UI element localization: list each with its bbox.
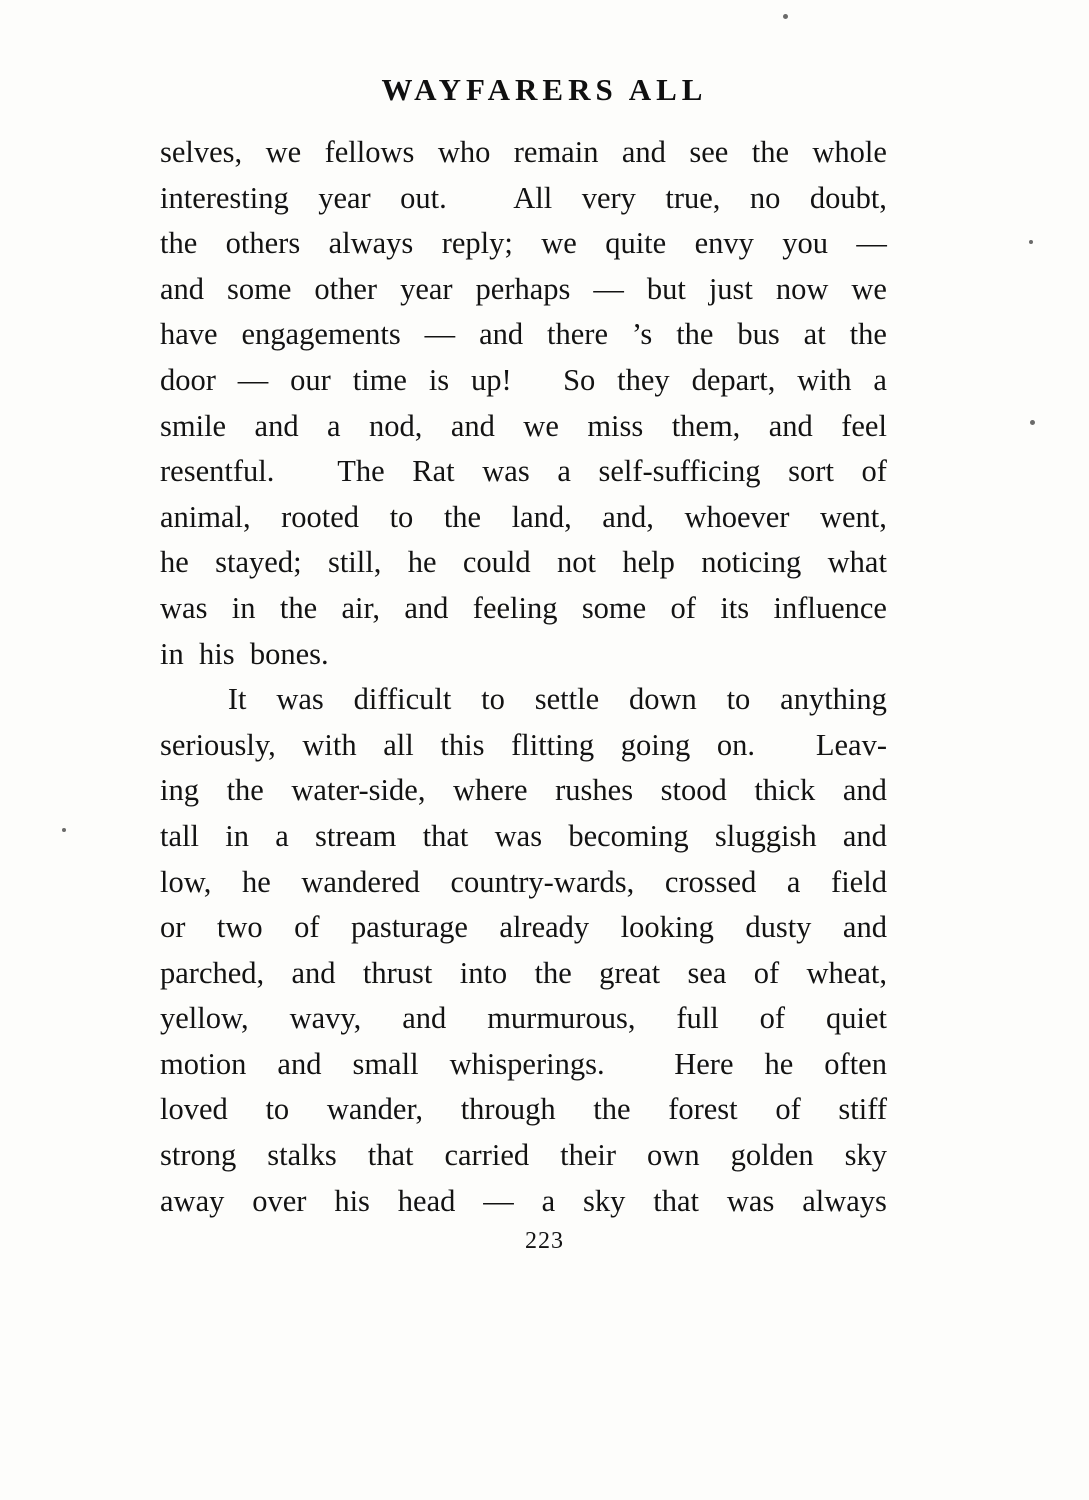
word: head <box>397 1183 456 1218</box>
word: pasturage <box>351 910 468 945</box>
word: influence <box>773 590 887 625</box>
word: of <box>861 454 887 489</box>
word: on. <box>716 727 755 762</box>
word: water-side, <box>291 773 426 808</box>
word: noticing <box>701 545 802 580</box>
word: a <box>786 864 801 899</box>
word: stalks <box>267 1138 337 1173</box>
word: flitting <box>511 727 595 762</box>
word: went, <box>819 499 887 534</box>
word: — <box>424 317 456 352</box>
word: we <box>523 408 559 443</box>
word: wander, <box>326 1092 424 1127</box>
word: field <box>831 864 887 899</box>
word: strong <box>160 1138 237 1173</box>
text-line <box>160 677 887 723</box>
word <box>476 176 484 222</box>
word: but <box>646 271 686 306</box>
word: that <box>367 1138 414 1173</box>
word: their <box>560 1138 617 1173</box>
paragraph-indent <box>160 677 198 723</box>
word: in <box>225 818 249 853</box>
word: we <box>265 135 302 169</box>
word: smile <box>160 408 227 443</box>
word: always <box>802 1183 887 1218</box>
text-line <box>160 312 887 358</box>
word: depart, <box>691 362 776 397</box>
word: engagements <box>241 317 401 352</box>
word: was <box>482 454 530 489</box>
text-line <box>160 495 887 541</box>
word: a <box>275 818 289 853</box>
word: them, <box>671 408 741 443</box>
word: — <box>237 362 269 397</box>
text-line <box>160 1042 887 1088</box>
word: It <box>227 682 247 717</box>
word: a <box>873 362 887 397</box>
word: of <box>759 1001 786 1036</box>
word: — <box>593 271 624 306</box>
word: and <box>621 135 666 169</box>
word: great <box>599 955 661 990</box>
text-line <box>160 358 887 404</box>
word: this <box>440 727 485 762</box>
word: not <box>557 545 597 580</box>
word: to <box>265 1092 290 1127</box>
word: of <box>753 955 780 990</box>
word: where <box>453 773 528 808</box>
word: very <box>581 180 636 215</box>
word: sort <box>788 454 834 489</box>
text-line <box>160 130 887 176</box>
word: and <box>404 590 449 625</box>
word: — <box>856 226 887 261</box>
text-line <box>160 723 887 769</box>
word: feel <box>841 408 887 443</box>
text-line <box>160 404 887 450</box>
word: selves, <box>160 135 243 169</box>
word: of <box>775 1092 801 1127</box>
word: murmurous, <box>487 1001 636 1036</box>
word: two <box>216 910 263 945</box>
word: thrust <box>362 955 433 990</box>
running-head: WAYFARERS ALL <box>381 72 708 107</box>
word: they <box>617 362 670 397</box>
word <box>636 1042 644 1088</box>
word: over <box>252 1183 307 1218</box>
text-line <box>160 267 887 313</box>
word: and <box>291 955 336 990</box>
word: looking <box>620 910 714 945</box>
word: he <box>241 864 271 899</box>
word: and <box>842 910 887 945</box>
word: forest <box>668 1092 738 1127</box>
word: ’s <box>631 317 653 352</box>
word: was <box>160 590 208 625</box>
word: of <box>294 910 320 945</box>
word: with <box>797 362 852 397</box>
text-line <box>160 951 887 997</box>
word: So <box>563 362 596 397</box>
word: up! <box>471 362 512 397</box>
word: loved <box>160 1092 228 1127</box>
word: with <box>302 727 357 762</box>
word: down <box>628 682 697 717</box>
body-text <box>160 130 887 1224</box>
word: could <box>462 545 531 580</box>
word: to <box>389 499 414 534</box>
word: others <box>225 226 301 261</box>
word: the <box>676 317 714 352</box>
word: the <box>849 317 887 352</box>
word: some <box>227 271 292 306</box>
word: perhaps <box>475 271 571 306</box>
word: help <box>622 545 675 580</box>
word: time <box>352 362 407 397</box>
word: often <box>824 1046 887 1081</box>
word: we <box>851 271 887 306</box>
word: a <box>327 408 341 443</box>
word: he <box>160 545 189 580</box>
word: low, <box>160 864 212 899</box>
word: whole <box>812 135 887 169</box>
text-line <box>160 449 887 495</box>
word: was <box>276 682 324 717</box>
word: the <box>160 226 198 261</box>
word: year <box>400 271 453 306</box>
word: and <box>402 1001 447 1036</box>
word: to <box>726 682 751 717</box>
word: reply; <box>441 226 513 261</box>
word: always <box>328 226 414 261</box>
word: now <box>775 271 829 306</box>
word: the <box>534 955 572 990</box>
word: tall <box>160 818 199 853</box>
word: country-wards, <box>450 864 635 899</box>
text-line <box>160 1133 887 1179</box>
word: All <box>513 180 553 215</box>
word: at <box>803 317 826 352</box>
word: have <box>160 317 218 352</box>
word: sky <box>844 1138 887 1173</box>
scan-speck <box>1030 420 1035 425</box>
word: ing <box>160 773 199 808</box>
word: stayed; <box>215 545 302 580</box>
word: the <box>751 135 789 169</box>
word: what <box>827 545 887 580</box>
word: sluggish <box>714 818 817 853</box>
word: the <box>226 773 264 808</box>
word: through <box>460 1092 556 1127</box>
word: a <box>541 1183 556 1218</box>
word: you <box>782 226 829 261</box>
word: rushes <box>555 773 634 808</box>
word: The <box>337 454 385 489</box>
word: our <box>290 362 331 397</box>
word: crossed <box>664 864 757 899</box>
word: the <box>443 499 482 534</box>
word: fellows <box>324 135 415 169</box>
scan-speck <box>783 14 788 19</box>
word: quite <box>605 226 667 261</box>
word: whisperings. <box>449 1046 605 1081</box>
word: see <box>689 135 729 169</box>
word: already <box>499 910 590 945</box>
word: that <box>653 1183 700 1218</box>
word: sky <box>583 1183 626 1218</box>
word: there <box>547 317 608 352</box>
word: carried <box>444 1138 530 1173</box>
word: quiet <box>826 1001 887 1036</box>
word: interesting <box>160 180 289 215</box>
word: and <box>842 773 887 808</box>
word: door <box>160 362 216 397</box>
word: self-sufficing <box>598 454 761 489</box>
word: true, <box>665 180 721 215</box>
text-line <box>160 996 887 1042</box>
word: and <box>160 271 205 306</box>
word: animal, <box>160 499 251 534</box>
word: and <box>277 1046 322 1081</box>
word: no <box>749 180 781 215</box>
word: some <box>581 590 647 625</box>
word: motion <box>160 1046 247 1081</box>
word: becoming <box>568 818 689 853</box>
word: land, <box>511 499 572 534</box>
word: his <box>334 1183 370 1218</box>
word: Leav- <box>815 727 887 762</box>
word <box>782 723 790 769</box>
scan-speck <box>62 828 66 832</box>
word: seriously, <box>160 727 276 762</box>
word: Here <box>674 1046 734 1081</box>
word: still, <box>327 545 382 580</box>
word: year <box>318 180 371 215</box>
word: in his bones. <box>160 636 329 671</box>
word: was <box>494 818 543 853</box>
word: Rat <box>412 454 455 489</box>
text-line <box>160 768 887 814</box>
word: all <box>383 727 414 762</box>
text-line <box>160 814 887 860</box>
word: a <box>557 454 571 489</box>
word: miss <box>587 408 644 443</box>
word: into <box>459 955 508 990</box>
word: golden <box>730 1138 814 1173</box>
word: thick <box>754 773 816 808</box>
word: other <box>314 271 378 306</box>
word: he <box>407 545 437 580</box>
word: in <box>231 590 256 625</box>
word: the <box>279 590 318 625</box>
word: rooted <box>281 499 360 534</box>
word: resentful. <box>160 454 275 489</box>
text-line <box>160 586 887 632</box>
word: and, <box>602 499 654 534</box>
word: — <box>483 1183 514 1218</box>
word: to <box>481 682 505 717</box>
word: whoever <box>684 499 790 534</box>
word: we <box>541 226 577 261</box>
text-line <box>160 540 887 586</box>
word <box>534 358 542 404</box>
text-line <box>160 221 887 267</box>
text-line <box>160 1087 887 1133</box>
scan-speck <box>1029 240 1033 244</box>
text-line <box>160 1179 887 1225</box>
word: and <box>450 408 495 443</box>
word: wheat, <box>806 955 887 990</box>
word: and <box>842 818 887 853</box>
word: sea <box>687 955 727 990</box>
word: and <box>254 408 299 443</box>
word: stream <box>315 818 397 853</box>
word: own <box>647 1138 700 1173</box>
word: yellow, <box>160 1001 249 1036</box>
word: stood <box>660 773 727 808</box>
word: that <box>422 818 469 853</box>
word: envy <box>694 226 754 261</box>
word: doubt, <box>809 180 887 215</box>
text-line <box>160 176 887 222</box>
word: and <box>768 408 813 443</box>
word: stiff <box>838 1092 887 1127</box>
word: remain <box>513 135 599 169</box>
word: difficult <box>353 682 452 717</box>
text-line <box>160 905 887 951</box>
word: or <box>160 910 186 945</box>
word: its <box>720 590 750 625</box>
word: out. <box>400 180 447 215</box>
word: and <box>479 317 524 352</box>
word: bus <box>737 317 780 352</box>
text-line <box>160 860 887 906</box>
word: away <box>160 1183 225 1218</box>
word: small <box>352 1046 419 1081</box>
word: anything <box>780 682 887 717</box>
word <box>302 449 310 495</box>
word: the <box>593 1092 631 1127</box>
word: parched, <box>160 955 265 990</box>
text-line <box>160 632 887 678</box>
word: is <box>428 362 450 397</box>
word: wavy, <box>289 1001 362 1036</box>
word: wandered <box>301 864 420 899</box>
word: going <box>620 727 691 762</box>
word: air, <box>341 590 381 625</box>
word: he <box>764 1046 794 1081</box>
word: was <box>726 1183 775 1218</box>
word: who <box>437 135 491 169</box>
word: feeling <box>472 590 558 625</box>
word: of <box>670 590 696 625</box>
word: just <box>708 271 753 306</box>
word: nod, <box>369 408 423 443</box>
word: settle <box>534 682 600 717</box>
word: full <box>676 1001 719 1036</box>
page-number: 223 <box>525 1228 564 1254</box>
word: dusty <box>745 910 812 945</box>
